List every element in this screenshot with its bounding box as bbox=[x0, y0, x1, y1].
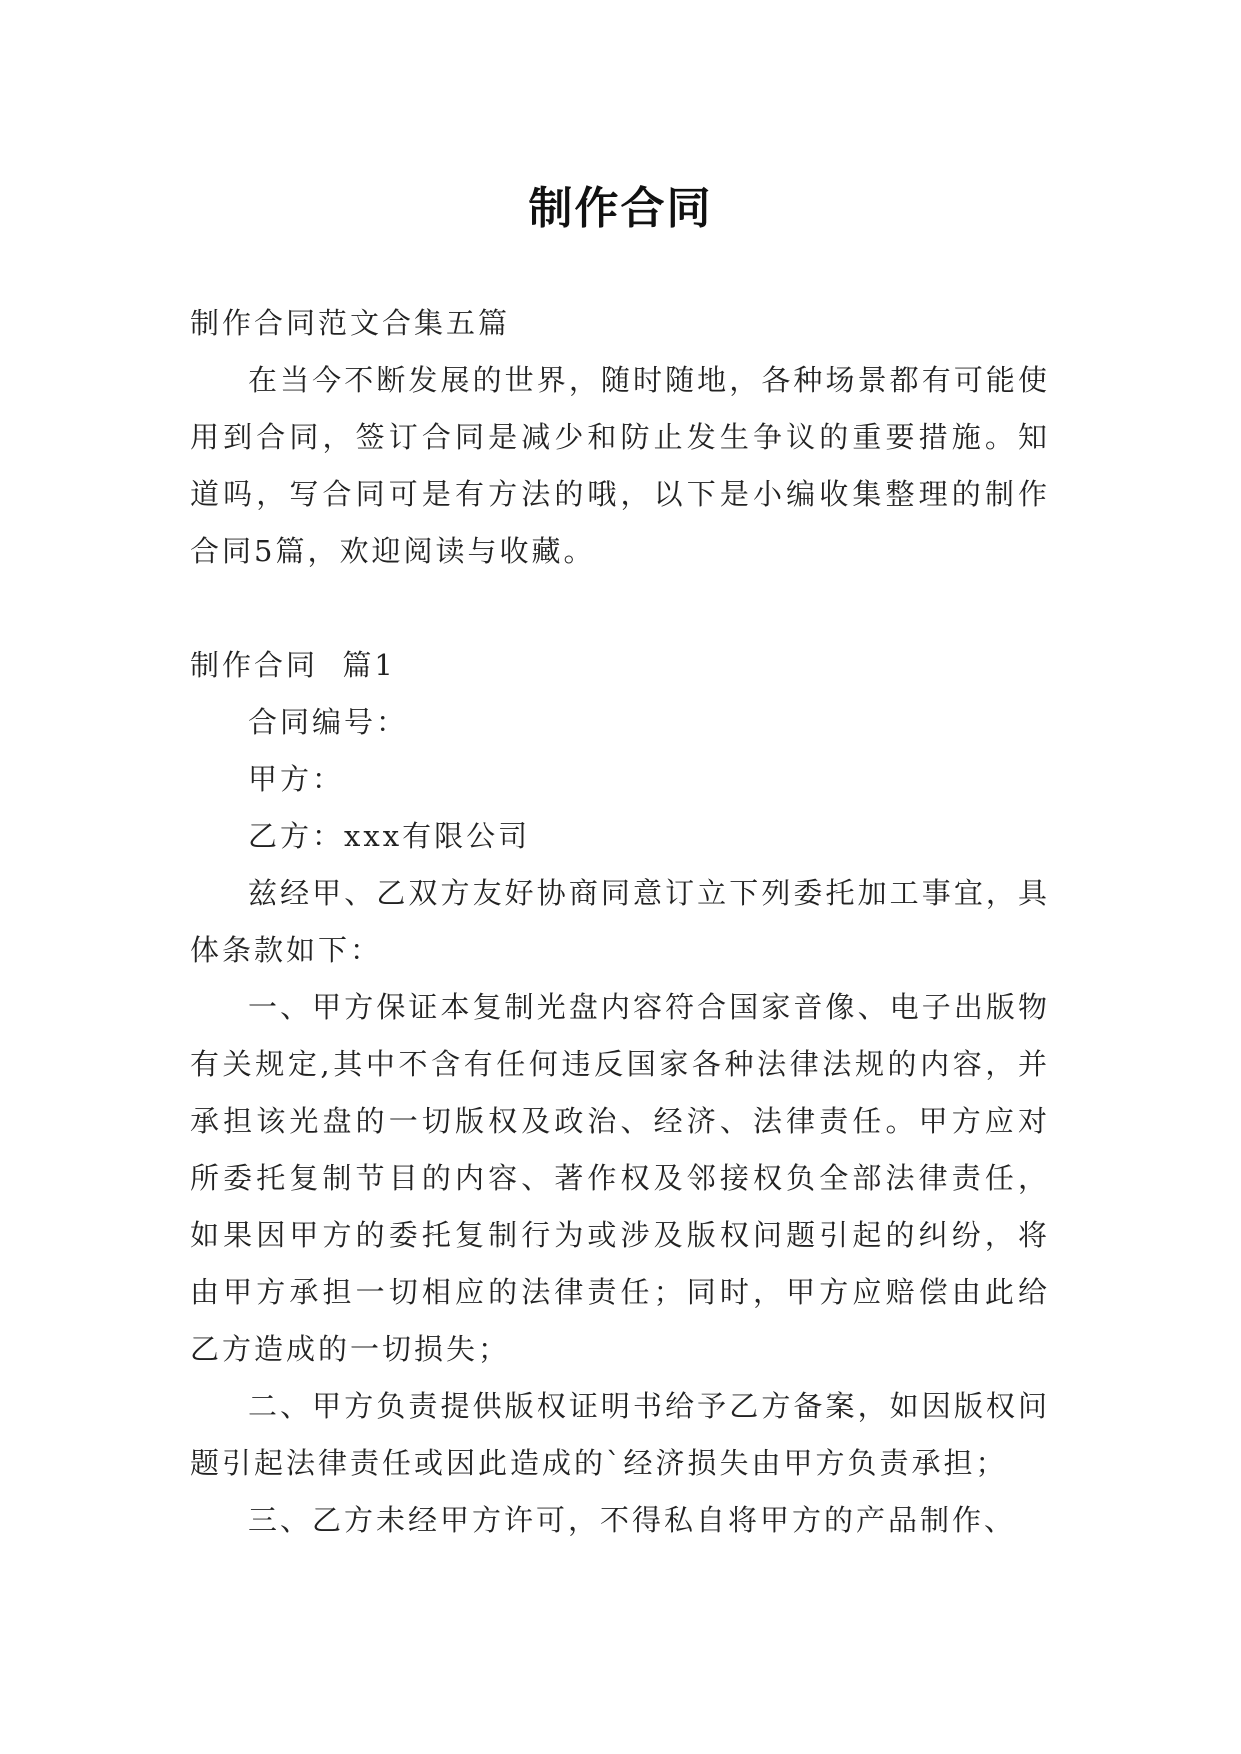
clause-3: 三、乙方未经甲方许可，不得私自将甲方的产品制作、 bbox=[248, 1503, 1017, 1537]
party-b-line: 乙方：xxx有限公司 bbox=[248, 819, 531, 853]
paragraph-spacer bbox=[190, 580, 1050, 637]
preamble-paragraph: 兹经甲、乙双方友好协商同意订立下列委托加工事宜，具体条款如下： bbox=[190, 876, 1050, 967]
document-title: 制作合同 bbox=[528, 183, 713, 235]
clause-2: 二、甲方负责提供版权证明书给予乙方备案，如因版权问题引起法律责任或因此造成的`经济损失由甲方负责承担； bbox=[190, 1389, 1050, 1480]
intro-paragraph: 在当今不断发展的世界，随时随地，各种场景都有可能使用到合同，签订合同是减少和防止发生争议的重要措施。知道吗，写合同可是有方法的哦，以下是小编收集整理的制作合同5篇，欢迎阅读与收藏。 bbox=[190, 363, 1050, 568]
section-heading: 制作合同 篇1 bbox=[190, 648, 396, 682]
collection-subtitle: 制作合同范文合集五篇 bbox=[190, 306, 511, 340]
document-body bbox=[190, 295, 1050, 1549]
party-a-line: 甲方： bbox=[248, 762, 345, 796]
contract-number-line: 合同编号： bbox=[248, 705, 409, 739]
clause-1: 一、甲方保证本复制光盘内容符合国家音像、电子出版物有关规定,其中不含有任何违反国家各种法律法规的内容，并承担该光盘的一切版权及政治、经济、法律责任。甲方应对所委托复制节目的内容、著作权及邻接权负全部法律责任，如果因甲方的委托复制行为或涉及版权问题引起的纠纷，将由甲方承担一切相应的法律责任；同时，甲方应赔偿由此给乙方造成的一切损失； bbox=[190, 990, 1050, 1366]
